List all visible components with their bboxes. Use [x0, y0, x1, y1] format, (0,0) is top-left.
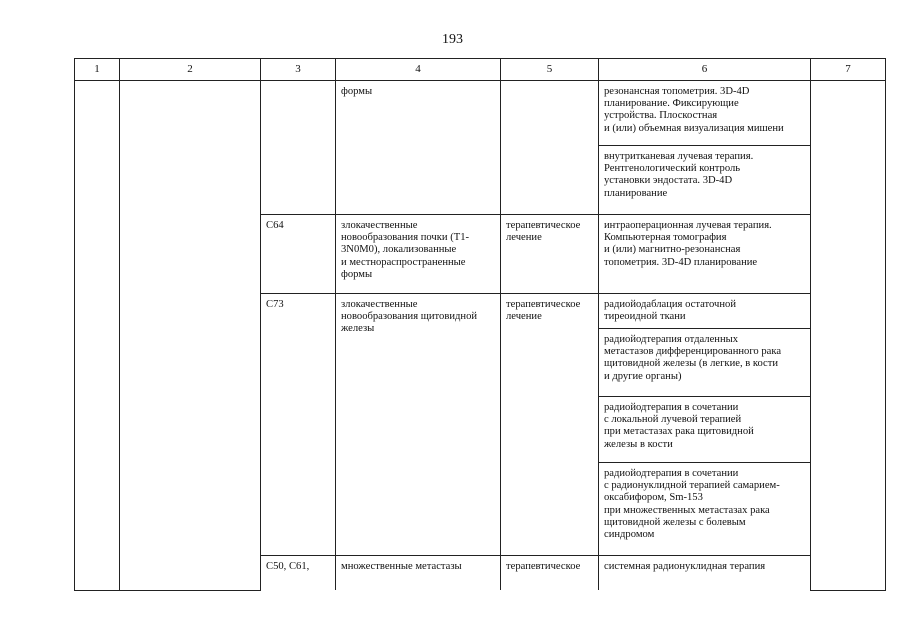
treatment-type-cell: терапевтическое лечение [501, 294, 599, 556]
code-cell: C64 [261, 215, 336, 294]
page-number: 193 [442, 32, 463, 47]
method-cell: радиойодаблация остаточной тиреоидной ткани [599, 294, 811, 329]
disease-cell: злокачественные новообразования почки (T1-3N0M0), локализованные и местнораспространенные формы [336, 215, 501, 294]
column-header: 7 [811, 59, 886, 81]
disease-cell: злокачественные новообразования щитовидной железы [336, 294, 501, 556]
code-cell: C73 [261, 294, 336, 556]
column-header: 6 [599, 59, 811, 81]
column-header: 3 [261, 59, 336, 81]
method-cell: интраоперационная лучевая терапия. Компьютерная томография и (или) магнитно-резонансная топометрия. 3D-4D планирование [599, 215, 811, 294]
disease-cell: множественные метастазы [336, 556, 501, 591]
col2-cell [120, 81, 261, 591]
treatment-table [74, 58, 886, 591]
disease-cell: формы [336, 81, 501, 215]
table-header-row [75, 59, 886, 81]
col7-cell [811, 81, 886, 591]
code-cell [261, 81, 336, 215]
method-cell: системная радионуклидная терапия [599, 556, 811, 591]
treatment-type-cell [501, 81, 599, 215]
col1-cell [75, 81, 120, 591]
column-header: 4 [336, 59, 501, 81]
method-cell: резонансная топометрия. 3D-4D планирование. Фиксирующие устройства. Плоскостная и (или) объемная визуализация мишени [599, 81, 811, 146]
method-cell: радиойодтерапия отдаленных метастазов дифференцированного рака щитовидной железы (в легкие, в кости и другие органы) [599, 329, 811, 397]
column-header: 2 [120, 59, 261, 81]
column-header: 5 [501, 59, 599, 81]
method-cell: радиойодтерапия в сочетании с локальной лучевой терапией при метастазах рака щитовидной железы в кости [599, 397, 811, 463]
column-header: 1 [75, 59, 120, 81]
treatment-type-cell: терапевтическое лечение [501, 215, 599, 294]
code-cell: C50, C61, [261, 556, 336, 591]
table-row [75, 81, 886, 146]
method-cell: внутритканевая лучевая терапия. Рентгенологический контроль установки эндостата. 3D-4D планирование [599, 146, 811, 215]
method-cell: радиойодтерапия в сочетании с радионуклидной терапией самарием- оксабифором, Sm-153 при множественных метастазах рака щитовидной железы с болевым синдромом [599, 463, 811, 556]
treatment-type-cell: терапевтическое [501, 556, 599, 591]
